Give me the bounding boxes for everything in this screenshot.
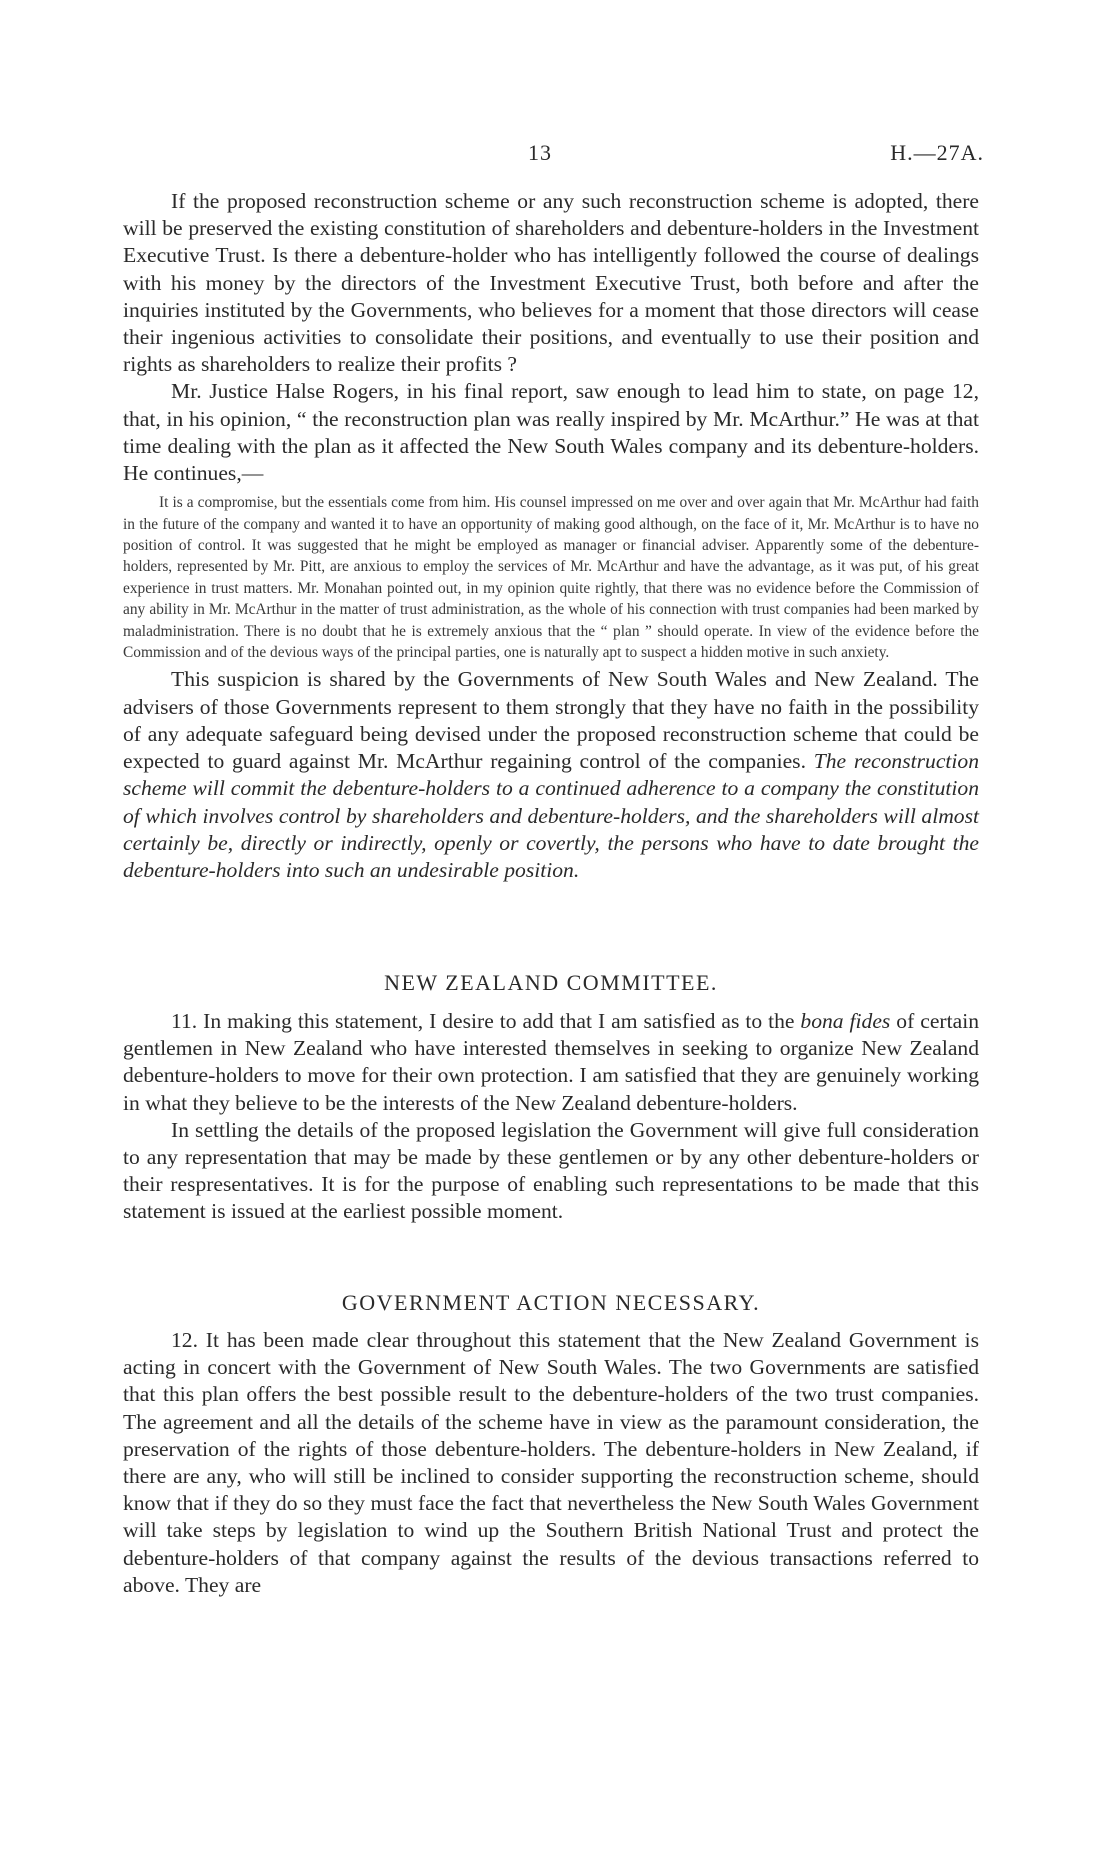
document-reference: H.—27A. <box>890 140 984 165</box>
italic-text: bona fides <box>800 1009 891 1033</box>
paragraph-text: of certain gentlemen in New Zealand who have interested themselves in seeking to organize New Zealand debenture-holders to move for their own protection. I am satisfied that they are genuinely working in what they believe to be the interests of the New Zealand debenture-holders. <box>123 1009 979 1115</box>
paragraph: If the proposed reconstruction scheme or any such reconstruction scheme is adopted, there will be preserved the existing constitution of shareholders and debenture-holders in the Investment Executive Trust. Is there a debenture-holder who has intelligently followed the course of dealings with his money by the directors of the Investment Executive Trust, both before and after the inquiries instituted by the Governments, who believes for a moment that those directors will cease their ingenious activities to consolidate their positions, and eventually to use their position and rights as shareholders to realize their profits ? <box>123 189 979 377</box>
government-action-section <box>123 1327 979 1599</box>
paragraph-text: This suspicion is shared by the Governments of New South Wales and New Zealand. The advisers of those Governments represent to them strongly that they have no faith in the possibility of any adequate safeguard being devised under the proposed reconstruction scheme that could be expected to guard against Mr. McArthur regaining control of the companies. <box>123 667 979 774</box>
paragraph <box>123 1008 979 1117</box>
paragraph <box>123 666 979 884</box>
page-number: 13 <box>528 140 552 165</box>
paragraph: Mr. Justice Halse Rogers, in his final report, saw enough to lead him to state, on page 12, that, in his opinion, “ the reconstruction plan was really inspired by Mr. McArthur.” He was at that time dealing with the plan as it affected the New South Wales company and its debenture-holders. He continues,— <box>123 379 979 486</box>
section-heading-government: GOVERNMENT ACTION NECESSARY. <box>341 1290 761 1315</box>
nz-committee-section <box>123 1008 979 1226</box>
italic-text: The reconstruction scheme will commit the debenture-holders to a continued adherence to a company the constitution of which involves control by shareholders and debenture-holders, and the shareholders will almost certainly be, directly or indirectly, openly or covertly, the persons who have to date brought the debenture-holders into such an undesirable position. <box>123 749 979 882</box>
paragraph-text: 11. In making this statement, I desire to add that I am satisfied as to the <box>171 1009 801 1033</box>
paragraph: 12. It has been made clear throughout this statement that the New Zealand Government is acting in concert with the Government of New South Wales. The two Governments are satisfied that this plan offers the best possible result to the debenture-holders of the two trust companies. The agreement and all the details of the scheme have in view as the paramount consideration, the preservation of the rights of those debenture-holders. The debenture-holders in New Zealand, if there are any, who will still be inclined to consider supporting the reconstruction scheme, should know that if they do so they must face the fact that nevertheless the New South Wales Government will take steps by legislation to wind up the Southern British National Trust and protect the debenture-holders of that company against the results of the devious transactions referred to above. They are <box>123 1328 979 1597</box>
section-heading-nz: NEW ZEALAND COMMITTEE. <box>384 970 718 995</box>
block-quote: It is a compromise, but the essentials come from him. His counsel impressed on me over and over again that Mr. McArthur had faith in the future of the company and wanted it to have an opportunity of making good although, on the face of it, Mr. McArthur is to have no position of control. It was suggested that he might be employed as manager or financial adviser. Apparently some of the debenture-holders, represented by Mr. Pitt, are anxious to employ the services of Mr. McArthur and have the advantage, as it was put, of his great experience in trust matters. Mr. Monahan pointed out, in my opinion quite rightly, that there was no evidence before the Commission of any ability in Mr. McArthur in the matter of trust administration, as the whole of his connection with trust companies had been marked by maladministration. There is no doubt that he is extremely anxious that the “ plan ” should operate. In view of the evidence before the Commission and of the devious ways of the principal parties, one is naturally apt to suspect a hidden motive in such anxiety. <box>123 494 979 662</box>
intro-section <box>123 188 979 884</box>
paragraph: In settling the details of the proposed legislation the Government will give full consideration to any representation that may be made by these gentlemen or by any other debenture-holders or their respresentatives. It is for the purpose of enabling such representations to be made that this statement is issued at the earliest possible moment. <box>123 1117 979 1224</box>
